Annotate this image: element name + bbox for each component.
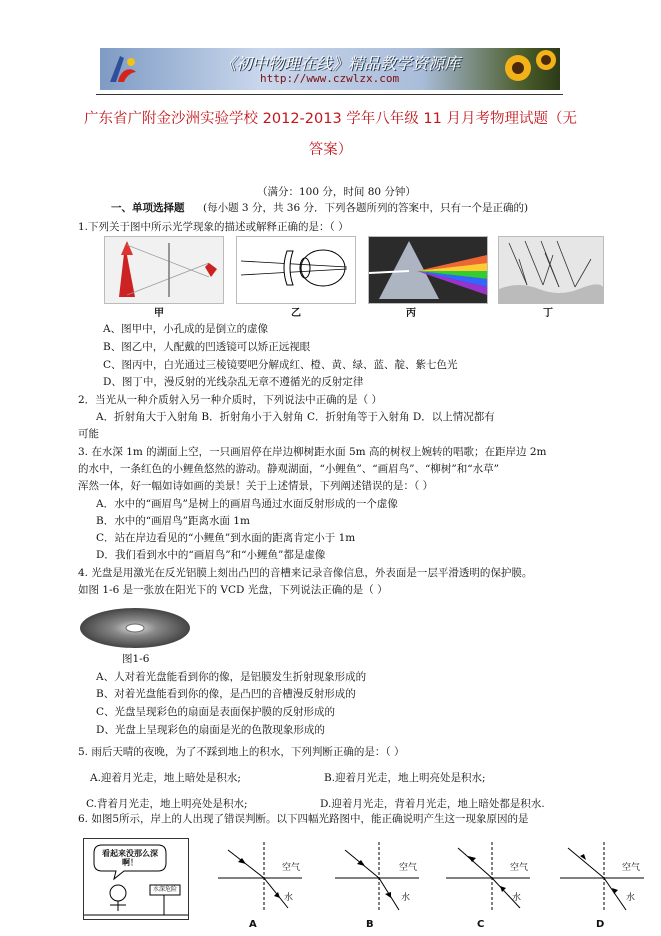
q3-line3: 浑然一体，好一幅如诗如画的美景！关于上述情景，下列阐述错误的是：（ ） xyxy=(78,480,434,492)
diagram-c-air-label: 空气 xyxy=(510,863,529,873)
diagram-d-air-label: 空气 xyxy=(622,863,641,873)
q3-line2: 的水中，一条红色的小鲤鱼悠然的游动。静观湖面，“小鲤鱼”、“画眉鸟”、“柳树”和“水草” xyxy=(78,463,499,475)
q6-label-b: B xyxy=(366,919,374,930)
diagram-a-water-label: 水 xyxy=(284,893,294,903)
header-rule xyxy=(96,94,563,95)
q6-label-a: A xyxy=(249,919,257,930)
banner-url: http://www.czwlzx.com xyxy=(260,72,400,85)
q1-option-d: D、图丁中，漫反射的光线杂乱无章不遵循光的反射定律 xyxy=(103,376,364,388)
q5-option-b: B.迎着月光走，地上明亮处是积水; xyxy=(324,772,486,784)
q3-option-c: C．站在岸边看见的“小鲤鱼”到水面的距离肯定小于 1m xyxy=(96,532,356,544)
q4-option-a: A、人对着光盘能看到你的像，是铝膜发生折射现象形成的 xyxy=(96,671,367,683)
q1-fig-label-a: 甲 xyxy=(154,308,164,319)
q1-option-a: A、图甲中，小孔成的是倒立的虚像 xyxy=(103,323,269,335)
q6-diagram-c xyxy=(446,838,530,914)
q4-option-c: C、光盘呈现彩色的扇面是表面保护膜的反射形成的 xyxy=(96,706,336,718)
q1-option-c: C、图丙中，白光通过三棱镜要吧分解成红、橙、黄、绿、蓝、靛、紫七色光 xyxy=(103,359,458,371)
q4-line1: 4. 光盘是用激光在反光铝膜上刻出凸凹的音槽来记录音像信息，外表面是一层平滑透明的保护膜。 xyxy=(78,567,533,579)
diagram-a-air-label: 空气 xyxy=(282,863,301,873)
q1-figure-c xyxy=(368,236,488,304)
q6-diagram-a xyxy=(218,838,302,914)
diagram-b-water-label: 水 xyxy=(401,893,411,903)
diagram-b-air-label: 空气 xyxy=(399,863,418,873)
q6-diagram-d xyxy=(560,838,644,914)
section-note: (每小题 3 分，共 36 分．下列各题所列的答案中，只有一个是正确的) xyxy=(203,202,529,214)
q1-figure-a xyxy=(104,236,224,304)
q1-fig-label-c: 丙 xyxy=(406,308,416,319)
sunflower-image xyxy=(498,48,560,90)
q3-option-d: D．我们看到水中的“画眉鸟”和“小鲤鱼”都是虚像 xyxy=(96,549,326,561)
diagram-c-water-label: 水 xyxy=(512,893,522,903)
q1-figure-b xyxy=(236,236,356,304)
q5-option-a: A.迎着月光走，地上暗处是积水; xyxy=(90,772,241,784)
header-banner xyxy=(100,48,560,90)
q3-option-b: B．水中的“画眉鸟”距离水面 1m xyxy=(96,515,250,527)
q5-option-d: D.迎着月光走，背着月光走，地上暗处都是积水. xyxy=(320,798,545,810)
exam-meta: （满分：100 分，时间 80 分钟） xyxy=(257,186,416,198)
q5-option-c: C.背着月光走，地上明亮处是积水; xyxy=(86,798,248,810)
q3-line1: 3. 在水深 1m 的湖面上空，一只画眉停在岸边柳树距水面 5m 高的树杈上婉转的唱歌；在距岸边 2m xyxy=(78,446,547,458)
q5-stem: 5. 雨后天晴的夜晚，为了不踩到地上的积水，下列判断正确的是：（ ） xyxy=(78,746,405,758)
q6-label-c: C xyxy=(477,919,485,930)
q4-option-d: D、光盘上呈现彩色的扇面是光的色散现象形成的 xyxy=(96,724,325,736)
q1-figure-d xyxy=(498,236,604,304)
logo-icon xyxy=(106,52,140,86)
q1-fig-label-d: 丁 xyxy=(543,308,553,319)
q1-option-b: B、图乙中，人配戴的凹透镜可以矫正远视眼 xyxy=(103,341,311,353)
q6-cartoon xyxy=(83,838,189,920)
q2-stem: 2．当光从一种介质射入另一种介质时，下列说法中正确的是（ ） xyxy=(78,394,383,406)
q4-line2: 如图 1-6 是一张放在阳光下的 VCD 光盘，下列说法正确的是（ ） xyxy=(78,584,388,596)
q6-label-d: D xyxy=(596,919,605,930)
banner-title: 《初中物理在线》精品教学资源库 xyxy=(220,54,461,73)
diagram-d-water-label: 水 xyxy=(626,893,636,903)
section-heading: 一、单项选择题 xyxy=(111,202,185,214)
doc-title-line2: 答案） xyxy=(308,142,353,158)
q4-figure-caption: 图1-6 xyxy=(122,653,150,665)
q3-option-a: A．水中的“画眉鸟”是树上的画眉鸟通过水面反射形成的一个虚像 xyxy=(96,498,398,510)
q4-option-b: B、对着光盘能看到你的像，是凸凹的音槽漫反射形成的 xyxy=(96,688,356,700)
q1-stem: 1.下列关于图中所示光学现象的描述或解释正确的是：（ ） xyxy=(78,221,349,233)
q6-diagram-b xyxy=(335,838,419,914)
cartoon-sign: 水深危险 xyxy=(152,886,177,893)
q1-fig-label-b: 乙 xyxy=(291,308,301,319)
q2-options: A．折射角大于入射角 B．折射角小于入射角 C．折射角等于入射角 D．以上情况都有 xyxy=(96,411,495,423)
q2-options-tail: 可能 xyxy=(78,428,99,440)
doc-title-line1: 广东省广附金沙洲实验学校 2012-2013 学年八年级 11 月月考物理试题（无 xyxy=(84,111,577,127)
cd-disc-image xyxy=(79,607,191,649)
cartoon-speech: 看起来没那么深啊！ xyxy=(102,848,158,867)
q6-stem: 6. 如图5所示，岸上的人出现了错误判断。以下四幅光路图中，能正确说明产生这一现象原因的是 xyxy=(78,813,529,825)
